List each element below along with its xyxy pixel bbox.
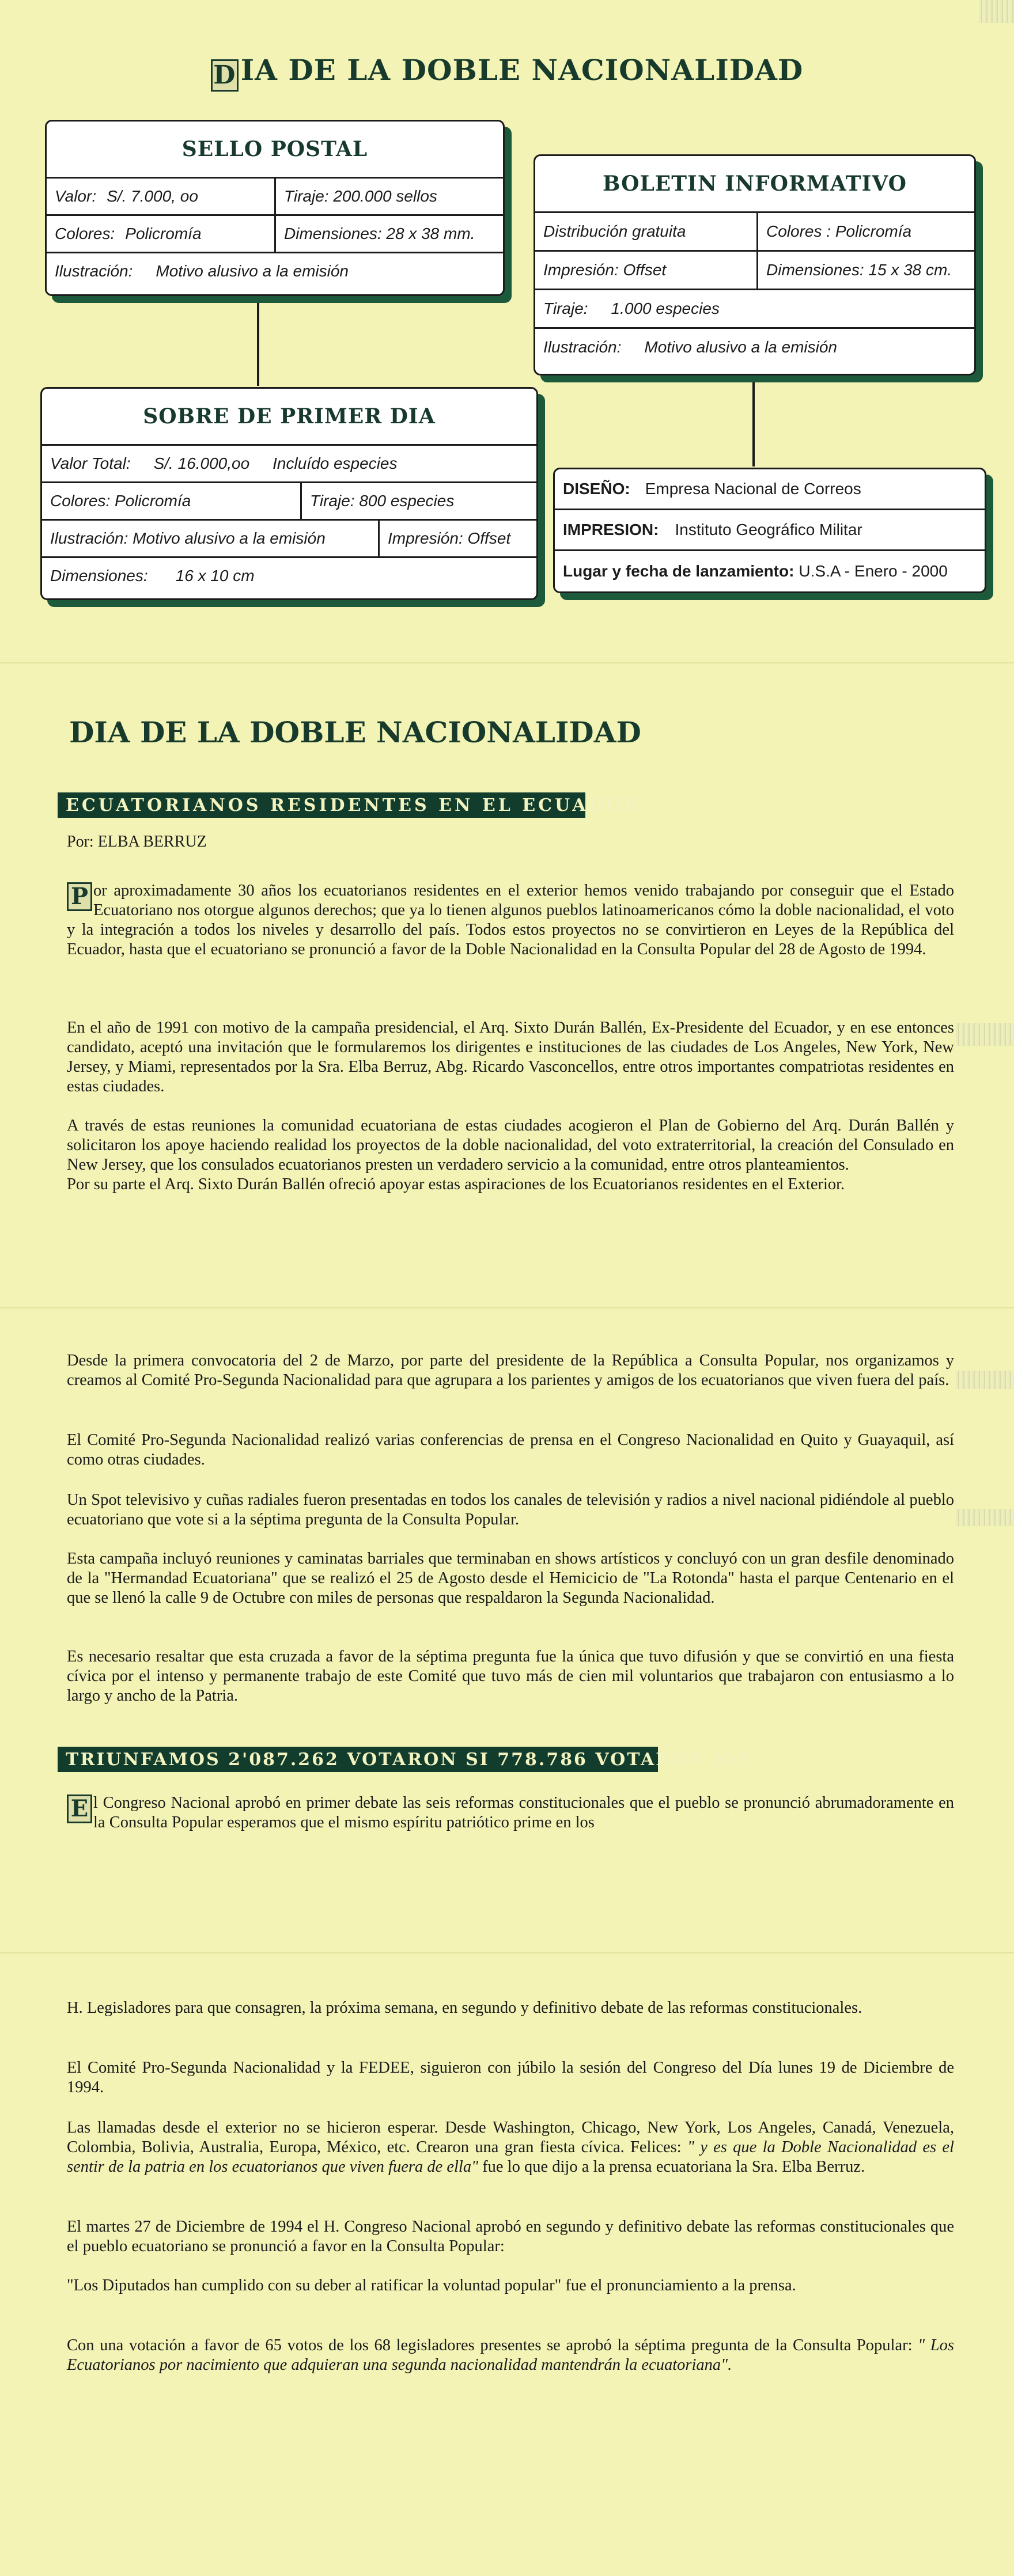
paragraph: "Los Diputados han cumplido con su deber al ratificar la voluntad popular" fue el pronunciamiento a la prensa. [67,2277,796,2294]
scan-smudge [956,1509,1014,1526]
results-heading: TRIUNFAMOS 2'087.262 VOTARON SI 778.786 VOTARON NO [58,1747,658,1772]
page-title [0,53,1014,92]
paragraph: Un Spot televisivo y cuñas radiales fueron presentadas en todos los canales de televisión y radios a nivel nacional pidiéndole al pueblo ecuatoriano que vote si a la séptima pregunta de la Consulta Popular. [67,1491,954,1528]
paragraph: Desde la primera convocatoria del 2 de Marzo, por parte del presidente de la República a Consulta Popular, nos organizamos y creamos al Comité Pro-Segunda Nacionalidad para que agrupara a los parientes y amigos de los ecuatorianos que viven fuera del país. [67,1352,954,1389]
paragraph: El martes 27 de Diciembre de 1994 el H. Congreso Nacional aprobó en segundo y definitivo debate las reformas constitucionales que el pueblo ecuatoriano se pronunció a favor en la Consulta Popular: [67,2218,954,2255]
article-title: DIA DE LA DOBLE NACIONALIDAD [69,715,641,749]
paragraph: Esta campaña incluyó reuniones y caminatas barriales que terminaban en shows artísticos y concluyó con un gran desfile denominado de la "Hermandad Ecuatoriana" que se realizó el 25 de Agosto desde el Hemicicio de "La Rotonda" hasta el parque Centenario en el que se llenó la calle 9 de Octubre con miles de personas que respaldaron la Segunda Nacionalidad. [67,1550,954,1607]
boletin-box [534,154,976,375]
scan-smudge [956,1023,1014,1046]
valor-cell: Valor: S/. 7.000, oo [55,187,198,205]
paragraph: A través de estas reuniones la comunidad ecuatoriana de estas ciudades acogieron el Plan de Gobierno del Arq. Durán Ballén y solicitaron los apoye haciendo realidad los proyectos de la doble nacionalidad, del voto extraterritorial, la creación del Consulado en New Jersey, que los consulados ecuatorianos presten un verdadero servicio a la comunidad, entre otros planteamientos. Por su parte el Arq. Sixto Durán Ballén ofreció apoyar estas aspiraciones de los Ecuatorianos residentes en el Exterior. [67,1117,954,1193]
byline: Por: ELBA BERRUZ [67,833,207,851]
paragraph: Con una votación a favor de 65 votos de los 68 legisladores presentes se aprobó la séptima pregunta de la Consulta Popular: " Los Ecuatorianos por nacimiento que adquieran una segunda nacionalidad mantendrán la ecuatoriana". [67,2336,954,2374]
fold-line [0,662,1014,663]
credits-box [553,468,986,593]
impresion-cell: Impresión: Offset [378,521,519,556]
paragraph: H. Legisladores para que consagren, la próxima semana, en segundo y definitivo debate de las reformas constitucionales. [67,1999,862,2017]
impresion-cell: Impresión: Offset [543,261,667,279]
diseno-cell: DISEÑO: Empresa Nacional de Correos [563,480,861,498]
colores-cell: Colores: Policromía [50,492,191,510]
paragraph: Es necesario resaltar que esta cruzada a favor de la séptima pregunta fue la única que tuvo difusión y que se convirtió en una fiesta cívica por el intenso y permanente trabajo de este Comité que tuvo más de cien mil voluntarios que trabajaron con entusiasmo a lo largo y ancho de la Patria. [67,1648,954,1705]
box-title: SELLO POSTAL [181,137,368,161]
paragraph: E l Congreso Nacional aprobó en primer debate las seis reformas constitucionales que el pueblo se pronunció abrumadoramente en la Consulta Popular esperamos que el mismo espíritu patriótico prime en los [67,1793,954,1833]
colores-cell: Colores: Policromía [55,225,202,242]
title-drop-cap: D [211,59,239,92]
paragraph-drop-cap: E [67,1795,92,1823]
ilustracion-cell: Ilustración: Motivo alusivo a la emisión [543,338,837,356]
ilustracion-cell: Ilustración: Motivo alusivo a la emisión [50,529,326,547]
fold-line [0,1952,1014,1953]
fold-line [0,1307,1014,1308]
paragraph: El Comité Pro-Segunda Nacionalidad y la FEDEE, siguieron con júbilo la sesión del Congreso del Día lunes 19 de Diciembre de 1994. [67,2059,954,2096]
dimensiones-cell: Dimensiones: 16 x 10 cm [50,567,255,585]
colores-cell: Colores : Policromía [756,213,920,250]
tiraje-cell: Tiraje: 200.000 sellos [274,179,445,214]
paragraph: El Comité Pro-Segunda Nacionalidad realizó varias conferencias de prensa en el Congreso Nacionalidad en Quito y Guayaquil, así como otras ciudades. [67,1431,954,1469]
dimensiones-cell: Dimensiones: 15 x 38 cm. [756,252,960,289]
paragraph: En el año de 1991 con motivo de la campaña presidencial, el Arq. Sixto Durán Ballén, Ex-Presidente del Ecuador, y en ese entonces candidato, aceptó una invitación que le formularemos los dirigentes e instituciones de las ciudades de Los Angeles, New York, New Jersey, y Miami, representados por la Sra. Elba Berruz, Abg. Ricardo Vasconcellos, entre otros importantes compatriotas residentes en estas ciudades. [67,1019,954,1095]
lugar-cell: Lugar y fecha de lanzamiento: U.S.A - Enero - 2000 [563,562,948,580]
connector-line [257,294,259,386]
distribucion-cell: Distribución gratuita [543,222,686,240]
tiraje-cell: Tiraje: 800 especies [300,483,462,519]
sello-postal-box [45,120,505,296]
paragraph-drop-cap: P [67,882,92,911]
scan-smudge [956,1371,1014,1389]
valor-total-cell: Valor Total: S/. 16.000,oo Incluído especies [50,454,398,472]
scan-smudge [979,0,1014,23]
connector-line [752,374,755,466]
box-title: SOBRE DE PRIMER DIA [143,404,436,428]
dimensiones-cell: Dimensiones: 28 x 38 mm. [274,216,483,252]
sobre-box [40,387,538,600]
title-text: IA DE LA DOBLE NACIONALIDAD [240,53,804,87]
tiraje-cell: Tiraje: 1.000 especies [543,299,720,317]
paragraph: Las llamadas desde el exterior no se hicieron esperar. Desde Washington, Chicago, New York, Los Angeles, Canadá, Venezuela, Colombia, Bolivia, Australia, Europa, México, etc. Crearon una gran fiesta cívica. Felices: " y es que la Doble Nacionalidad es el sentir de la patria en los ecuatorianos que viven fuera de ella" fue lo que dijo a la prensa ecuatoriana la Sra. Elba Berruz. [67,2119,954,2176]
paragraph: P or aproximadamente 30 años los ecuatorianos residentes en el exterior hemos venido trabajando por conseguir que el Estado Ecuatoriano nos otorgue algunos derechos; que ya lo tienen algunos pueblos latinoamericanos cómo la doble nacionalidad, el voto y la integración a todos los niveles y desarrollo del país. Todos estos proyectos no se convirtieron en Leyes de la República del Ecuador, hasta que el ecuatoriano se pronunció a favor de la Doble Nacionalidad en la Consulta Popular del 28 de Agosto de 1994. [67,882,954,958]
box-title: BOLETIN INFORMATIVO [603,172,907,196]
section-heading: ECUATORIANOS RESIDENTES EN EL ECUADOR [58,792,585,818]
ilustracion-cell: Ilustración: Motivo alusivo a la emisión [55,262,349,280]
impresion-cell: IMPRESION: Instituto Geográfico Militar [563,521,862,538]
